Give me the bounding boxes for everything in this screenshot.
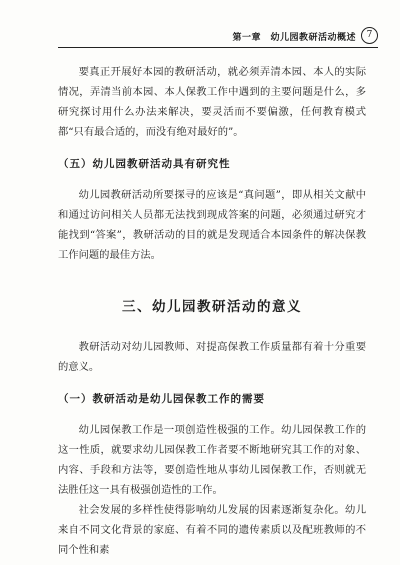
paragraph: 幼儿园保教工作是一项创造性极强的工作。幼儿园保教工作的这一性质，就要求幼儿园保教工作者要不断地研究其工作的对象、内容、手段和方法等，要创造性地从事幼儿园保教工作，否则就无法胜任这一具有极强创造性的工作。 <box>58 424 366 496</box>
header-rule <box>58 47 378 48</box>
chapter-title: 第一章 幼儿园教研活动概述 <box>232 33 356 43</box>
subheading-research: （五）幼儿园教研活动具有研究性 <box>58 158 231 170</box>
running-header <box>0 0 400 52</box>
page-number: 7 <box>361 27 378 44</box>
section-heading: 三、幼儿园教研活动的意义 <box>122 299 302 315</box>
paragraph: 社会发展的多样性使得影响幼儿发展的因素逐渐复杂化。幼儿来自不同文化背景的家庭、有着不同的遗传素质以及配班教师的不同个性和素 <box>58 504 366 556</box>
page-body <box>58 62 366 560</box>
subheading-need: （一）教研活动是幼儿园保教工作的需要 <box>58 393 265 405</box>
paragraph: 教研活动对幼儿园教师、对提高保教工作质量都有着十分重要的意义。 <box>58 341 366 373</box>
paragraph: 幼儿园教研活动所要探寻的应该是“真问题”，即从相关文献中和通过访问相关人员都无法找到现成答案的问题，必须通过研究才能找到“答案”，教研活动的目的就是发现适合本园条件的解决保教工作问题的最佳方法。 <box>58 189 366 261</box>
paragraph: 要真正开展好本园的教研活动，就必须弄清本园、本人的实际情况，弄清当前本园、本人保教工作中遇到的主要问题是什么，多研究探讨用什么办法来解决，要灵活而不要偏激，任何教育模式都“只有最合适的，而没有绝对最好的”。 <box>58 66 366 138</box>
